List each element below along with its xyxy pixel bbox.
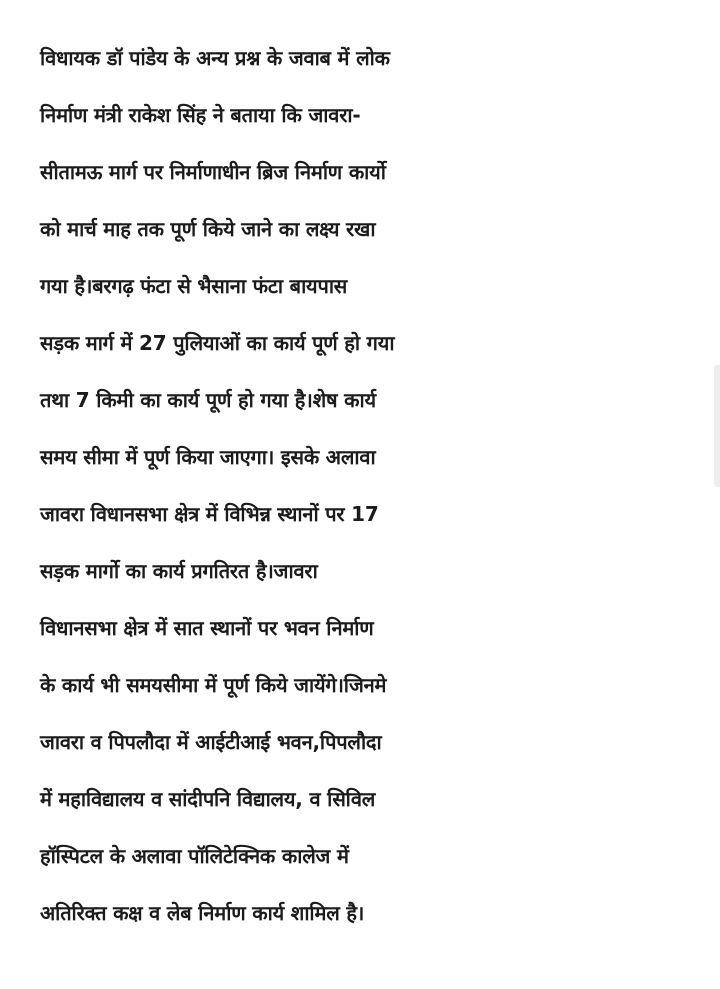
article-line: तथा 7 किमी का कार्य पूर्ण हो गया है।शेष कार्य [40,388,376,412]
article-line: गया है।बरगढ़ फंटा से भैसाना फंटा बायपास [40,274,348,298]
article-line: हॉस्पिटल के अलावा पॉलिटेक्निक कालेज में [40,844,349,868]
article-line: समय सीमा में पूर्ण किया जाएगा। इसके अलावा [40,445,376,469]
article-line: के कार्य भी समयसीमा में पूर्ण किये जायेंगे।जिनमे [40,673,387,697]
article-line: अतिरिक्त कक्ष व लेब निर्माण कार्य शामिल है। [40,901,365,925]
article-line: को मार्च माह तक पूर्ण किये जाने का लक्ष्य रखा [40,217,376,241]
article-line: विधायक डॉ पांडेय के अन्य प्रश्न के जवाब में लोक [40,46,390,70]
article-body [40,30,720,942]
article-line: जावरा व पिपलौदा में आईटीआई भवन,पिपलौदा [40,730,382,754]
article-line: सीतामऊ मार्ग पर निर्माणाधीन ब्रिज निर्माण कार्यो [40,160,386,184]
article-line: में महाविद्यालय व सांदीपनि विद्यालय, व सिविल [40,787,376,811]
article-line: निर्माण मंत्री राकेश सिंह ने बताया कि जावरा- [40,103,361,127]
article-line: जावरा विधानसभा क्षेत्र में विभिन्न स्थानों पर 17 [40,502,379,526]
article-line: विधानसभा क्षेत्र में सात स्थानों पर भवन निर्माण [40,616,374,640]
scrollbar-thumb[interactable] [714,365,720,487]
article-line: सड़क मार्गो का कार्य प्रगतिरत है।जावरा [40,559,318,583]
article-line: सड़क मार्ग में 27 पुलियाओं का कार्य पूर्ण हो गया [40,331,395,355]
